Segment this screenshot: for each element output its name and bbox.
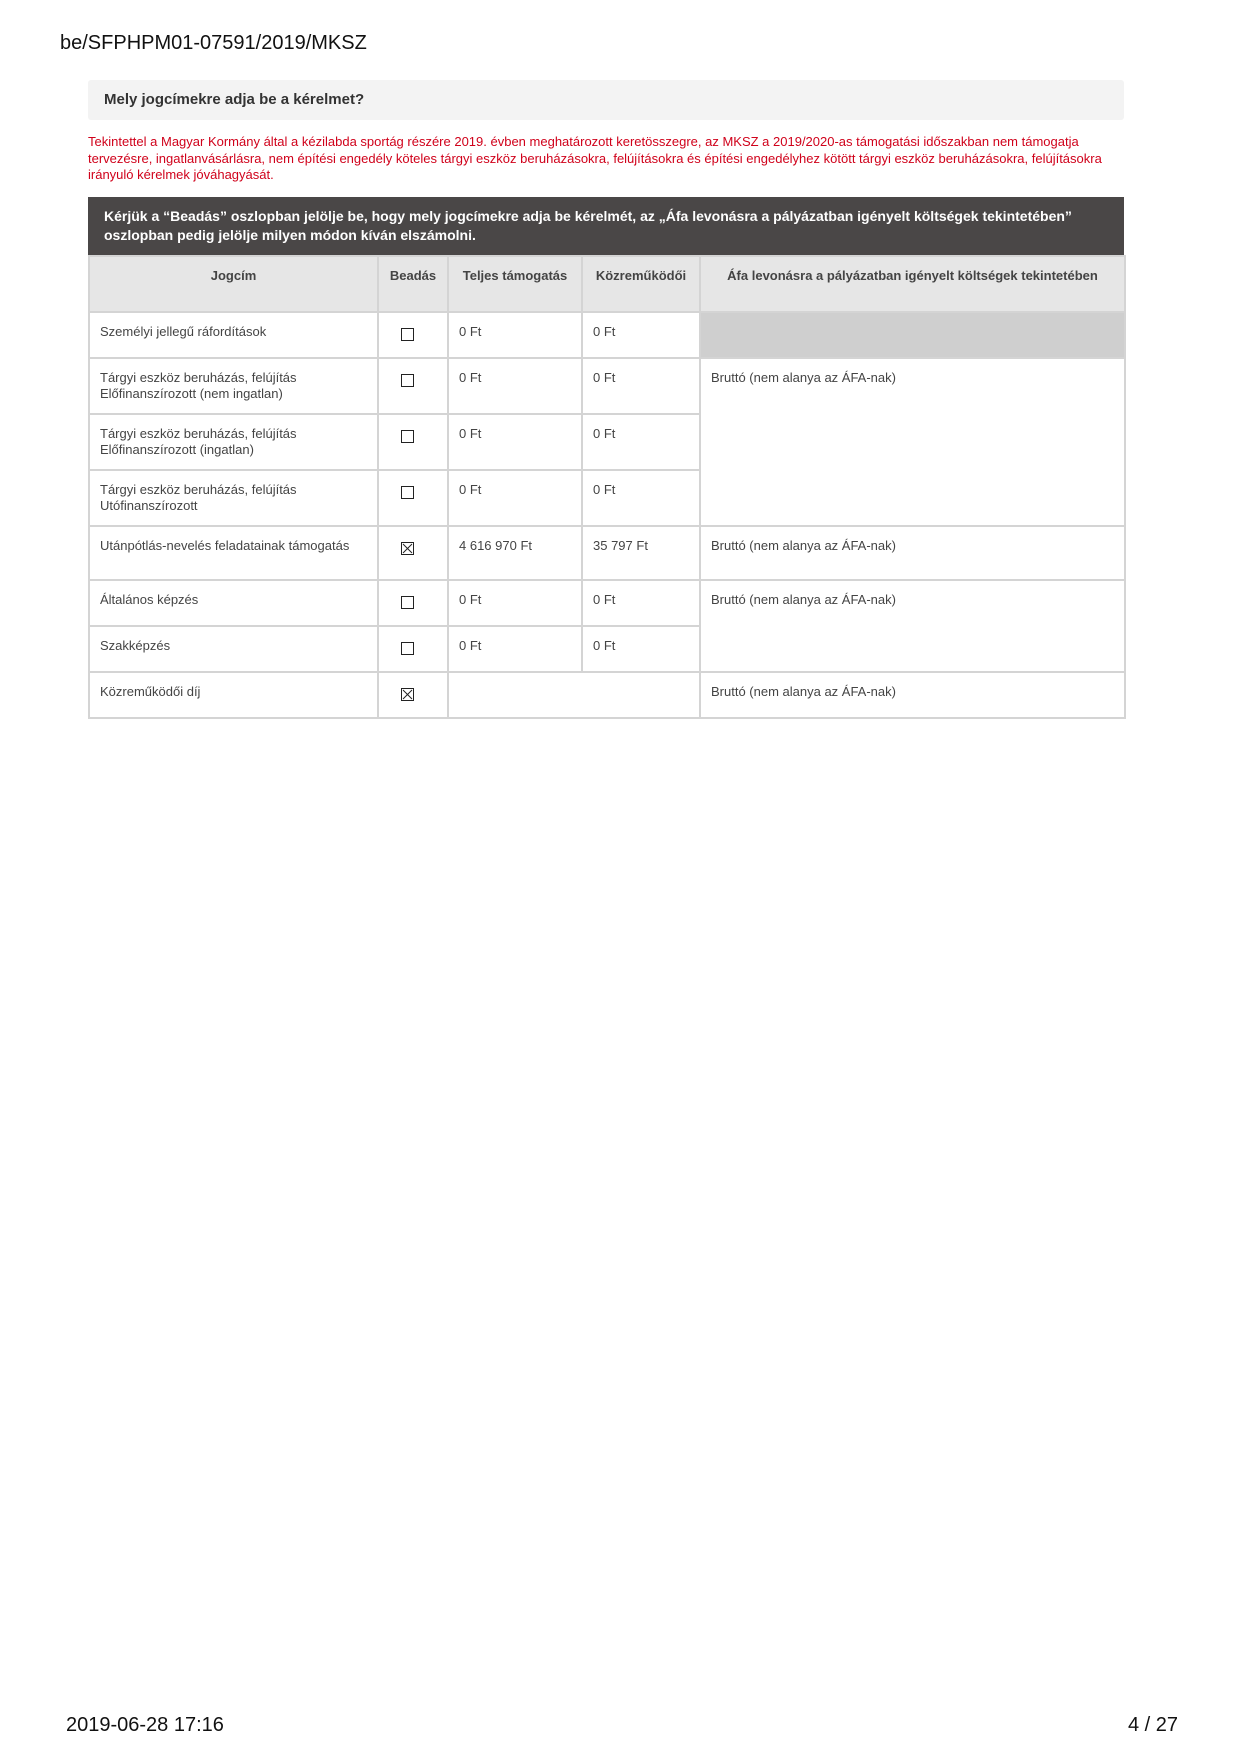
- cell-kozremukodoi: 0 Ft: [582, 358, 700, 414]
- cell-teljes: 0 Ft: [448, 358, 582, 414]
- header-afa: Áfa levonásra a pályázatban igényelt költségek tekintetében: [700, 256, 1125, 312]
- cell-amount-empty: [448, 672, 700, 718]
- cell-kozremukodoi: 0 Ft: [582, 312, 700, 358]
- cell-kozremukodoi: 35 797 Ft: [582, 526, 700, 580]
- cell-teljes: 0 Ft: [448, 312, 582, 358]
- cell-jogcim: Utánpótlás-nevelés feladatainak támogatás: [89, 526, 378, 580]
- cell-beadas: [378, 414, 448, 470]
- cell-jogcim: Tárgyi eszköz beruházás, felújítás Előfinanszírozott (ingatlan): [89, 414, 378, 470]
- table-row: [89, 312, 1125, 358]
- header-teljes-tamogatas: Teljes támogatás: [448, 256, 582, 312]
- footer-page-number: 4 / 27: [1128, 1714, 1179, 1736]
- beadas-checkbox[interactable]: [401, 374, 414, 387]
- beadas-checkbox[interactable]: [401, 642, 414, 655]
- cell-beadas: [378, 672, 448, 718]
- cell-afa-disabled: [700, 312, 1125, 358]
- cell-afa[interactable]: Bruttó (nem alanya az ÁFA-nak): [700, 580, 1125, 672]
- cell-beadas: [378, 470, 448, 526]
- beadas-checkbox[interactable]: [401, 486, 414, 499]
- cell-teljes: 0 Ft: [448, 580, 582, 626]
- footer-timestamp: 2019-06-28 17:16: [66, 1714, 224, 1736]
- cell-jogcim: Szakképzés: [89, 626, 378, 672]
- cell-afa[interactable]: Bruttó (nem alanya az ÁFA-nak): [700, 672, 1125, 718]
- cell-jogcim: Tárgyi eszköz beruházás, felújítás Utófinanszírozott: [89, 470, 378, 526]
- cell-teljes: 0 Ft: [448, 470, 582, 526]
- beadas-checkbox[interactable]: [401, 328, 414, 341]
- table-row: [89, 672, 1125, 718]
- cell-teljes: 0 Ft: [448, 626, 582, 672]
- table-row: [89, 526, 1125, 580]
- cell-kozremukodoi: 0 Ft: [582, 580, 700, 626]
- cell-kozremukodoi: 0 Ft: [582, 470, 700, 526]
- cell-jogcim: Közreműködői díj: [89, 672, 378, 718]
- cell-beadas: [378, 626, 448, 672]
- cell-afa[interactable]: Bruttó (nem alanya az ÁFA-nak): [700, 526, 1125, 580]
- claim-table: [88, 255, 1126, 719]
- beadas-checkbox-checked[interactable]: [401, 542, 414, 555]
- red-notice: Tekintettel a Magyar Kormány által a kézilabda sportág részére 2019. évben meghatározott keretösszegre, az MKSZ a 2019/2020-as támogatási időszakban nem támogatja tervezésre, ingatlanvásárlásra, nem építési engedély köteles tárgyi eszköz beruházásokra, felújításokra és építési engedélyhez kötött tárgyi eszköz beruházásokra, felújításokra irányuló kérelmek jóváhagyását.: [88, 134, 1102, 182]
- cell-beadas: [378, 526, 448, 580]
- header-jogcim: Jogcím: [89, 256, 378, 312]
- section-question: Mely jogcímekre adja be a kérelmet?: [88, 80, 1124, 120]
- cell-teljes: 4 616 970 Ft: [448, 526, 582, 580]
- header-kozremukodoi: Közreműködői: [582, 256, 700, 312]
- cell-beadas: [378, 580, 448, 626]
- beadas-checkbox[interactable]: [401, 596, 414, 609]
- table-instruction: Kérjük a “Beadás” oszlopban jelölje be, hogy mely jogcímekre adja be kérelmét, az „Áfa levonásra a pályázatban igényelt költségek tekintetében” oszlopban pedig jelölje milyen módon kíván elszámolni.: [88, 197, 1124, 255]
- table-header-row: [89, 256, 1125, 312]
- cell-afa[interactable]: Bruttó (nem alanya az ÁFA-nak): [700, 358, 1125, 526]
- cell-kozremukodoi: 0 Ft: [582, 626, 700, 672]
- document-id: be/SFPHPM01-07591/2019/MKSZ: [60, 32, 367, 54]
- cell-jogcim: Tárgyi eszköz beruházás, felújítás Előfinanszírozott (nem ingatlan): [89, 358, 378, 414]
- beadas-checkbox[interactable]: [401, 430, 414, 443]
- claim-table-container: [88, 197, 1124, 719]
- cell-kozremukodoi: 0 Ft: [582, 414, 700, 470]
- cell-teljes: 0 Ft: [448, 414, 582, 470]
- header-beadas: Beadás: [378, 256, 448, 312]
- table-row: [89, 580, 1125, 626]
- cell-jogcim: Általános képzés: [89, 580, 378, 626]
- beadas-checkbox-checked[interactable]: [401, 688, 414, 701]
- cell-beadas: [378, 312, 448, 358]
- cell-jogcim: Személyi jellegű ráfordítások: [89, 312, 378, 358]
- table-row: [89, 358, 1125, 414]
- cell-beadas: [378, 358, 448, 414]
